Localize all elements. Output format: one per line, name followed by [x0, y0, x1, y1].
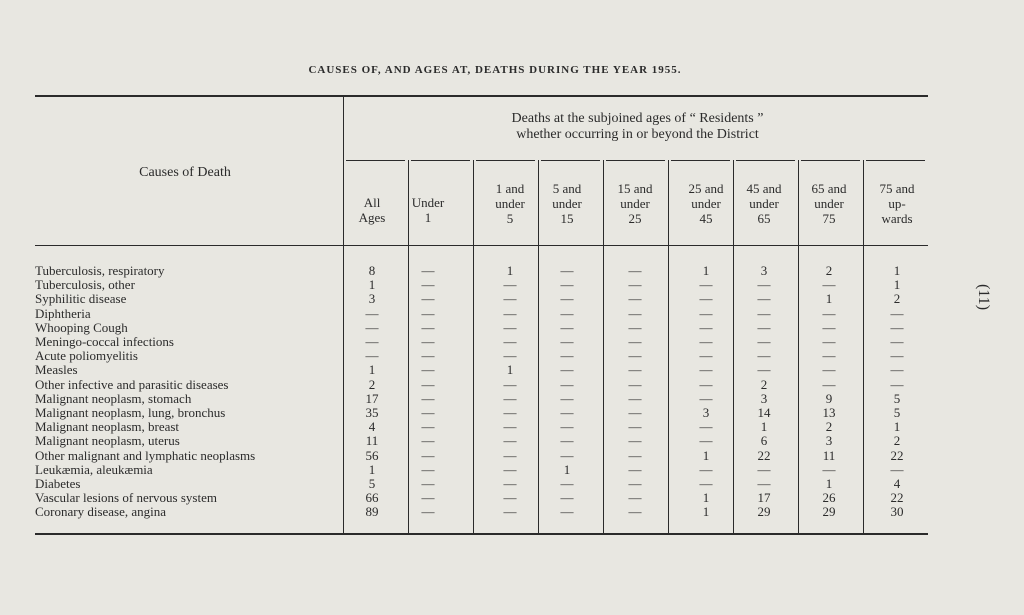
- cell-value: —: [757, 348, 771, 364]
- column-header-line: Under: [411, 195, 445, 210]
- column-header-line: 75 and: [879, 181, 915, 196]
- cell-value: —: [890, 348, 904, 364]
- subheader-rule: [736, 160, 795, 161]
- cause-label: Tuberculosis, other: [35, 277, 135, 293]
- page-number: (11): [975, 283, 993, 311]
- column-header-line: under: [495, 196, 525, 211]
- cell-value: 29: [757, 504, 771, 520]
- subheader-rule: [801, 160, 860, 161]
- subheader-rule: [541, 160, 600, 161]
- cell-value: 17: [757, 490, 771, 506]
- cell-value: 1: [702, 490, 710, 506]
- column-header: [478, 181, 542, 226]
- cause-label: Malignant neoplasm, lung, bronchus: [35, 405, 226, 420]
- cell-value: —: [560, 277, 574, 293]
- cell-value: 6: [760, 433, 768, 449]
- table-row: [0, 292, 1024, 305]
- table-row: [0, 392, 1024, 405]
- cell-value: —: [560, 305, 574, 321]
- cell-value: —: [628, 348, 642, 364]
- column-divider: [668, 160, 669, 533]
- cell-value: —: [699, 305, 713, 321]
- cell-value: 3: [760, 263, 768, 278]
- table-row: [0, 505, 1024, 518]
- cell-value: 1: [702, 504, 710, 520]
- table-row: [0, 434, 1024, 447]
- cause-label: Whooping Cough: [35, 319, 128, 335]
- cause-label: Malignant neoplasm, breast: [35, 419, 180, 435]
- cell-value: —: [421, 504, 435, 520]
- cell-value: —: [503, 390, 517, 406]
- cell-value: —: [503, 319, 517, 335]
- cell-value: 11: [822, 447, 836, 463]
- column-header-line: 5: [506, 211, 514, 226]
- cause-label: Malignant neoplasm, stomach: [35, 390, 192, 406]
- table-row: [0, 264, 1024, 277]
- column-header-line: 5 and: [552, 181, 582, 196]
- cell-value: —: [699, 419, 713, 435]
- cell-value: 1: [368, 362, 376, 378]
- cell-value: 13: [822, 405, 836, 420]
- cause-label: Diphtheria: [35, 305, 91, 321]
- column-divider: [473, 160, 474, 533]
- cell-value: —: [560, 490, 574, 506]
- cell-value: 8: [368, 263, 376, 278]
- column-header-line: 75: [822, 211, 836, 226]
- cell-value: —: [822, 334, 836, 349]
- cell-value: —: [699, 376, 713, 392]
- column-header-line: under: [552, 196, 582, 211]
- subheader-rule: [476, 160, 535, 161]
- cell-value: —: [421, 291, 435, 307]
- cell-value: 1: [506, 362, 514, 378]
- cell-value: —: [890, 334, 904, 349]
- cause-label: Other malignant and lymphatic neoplasms: [35, 447, 256, 463]
- column-header: [674, 181, 738, 226]
- cell-value: —: [890, 319, 904, 335]
- cell-value: —: [628, 277, 642, 293]
- cell-value: 1: [368, 277, 376, 293]
- column-divider: [863, 160, 864, 533]
- column-header-line: 1 and: [495, 181, 525, 196]
- age-group-header-line-1: Deaths at the subjoined ages of “ Residents ”: [511, 111, 764, 126]
- cell-value: 9: [825, 390, 833, 406]
- subheader-rule: [866, 160, 925, 161]
- cell-value: —: [560, 334, 574, 349]
- cell-value: —: [421, 263, 435, 278]
- cell-value: 2: [825, 263, 833, 278]
- cell-value: 1: [702, 263, 710, 278]
- column-divider: [733, 160, 734, 533]
- cell-value: —: [822, 362, 836, 378]
- cell-value: —: [365, 348, 379, 364]
- cell-value: —: [628, 476, 642, 491]
- cell-value: —: [699, 433, 713, 449]
- cell-value: 1: [506, 263, 514, 278]
- cell-value: 1: [702, 447, 710, 463]
- cell-value: —: [560, 263, 574, 278]
- cell-value: 2: [893, 291, 901, 307]
- cell-value: —: [628, 319, 642, 335]
- cell-value: —: [757, 305, 771, 321]
- cell-value: —: [822, 348, 836, 364]
- cell-value: —: [757, 476, 771, 491]
- cell-value: —: [628, 390, 642, 406]
- cell-value: —: [628, 334, 642, 349]
- cell-value: —: [560, 390, 574, 406]
- cell-value: 22: [890, 447, 904, 463]
- cell-value: —: [890, 305, 904, 321]
- cell-value: —: [503, 504, 517, 520]
- cell-value: —: [890, 461, 904, 477]
- cell-value: —: [503, 490, 517, 506]
- cell-value: —: [822, 305, 836, 321]
- column-header-line: 15 and: [617, 181, 653, 196]
- cell-value: —: [628, 376, 642, 392]
- table-bottom-rule: [35, 533, 928, 535]
- table-row: [0, 477, 1024, 490]
- cell-value: —: [628, 291, 642, 307]
- cell-value: 14: [757, 405, 771, 420]
- cell-value: —: [699, 390, 713, 406]
- causes-header: Causes of Death: [139, 165, 231, 180]
- cell-value: 1: [825, 291, 833, 307]
- cell-value: —: [421, 376, 435, 392]
- page-title: CAUSES OF, AND AGES AT, DEATHS DURING THE YEAR 1955.: [308, 64, 682, 76]
- cell-value: —: [503, 433, 517, 449]
- cell-value: 5: [893, 390, 901, 406]
- column-header-line: 65: [757, 211, 771, 226]
- cell-value: —: [628, 461, 642, 477]
- cell-value: —: [757, 277, 771, 293]
- subheader-rule: [606, 160, 665, 161]
- cell-value: 26: [822, 490, 836, 506]
- column-divider: [798, 160, 799, 533]
- cause-label: Vascular lesions of nervous system: [35, 490, 217, 506]
- column-header-line: up-: [888, 196, 906, 211]
- cell-value: —: [421, 447, 435, 463]
- cell-value: —: [421, 362, 435, 378]
- column-header-line: 65 and: [811, 181, 847, 196]
- cell-value: —: [699, 476, 713, 491]
- cell-value: 1: [893, 263, 901, 278]
- cell-value: —: [890, 376, 904, 392]
- cell-value: —: [628, 490, 642, 506]
- table-row: [0, 491, 1024, 504]
- cell-value: —: [699, 334, 713, 349]
- column-header-line: under: [749, 196, 779, 211]
- cell-value: —: [560, 291, 574, 307]
- cell-value: —: [628, 263, 642, 278]
- cell-value: —: [699, 319, 713, 335]
- column-header-line: 45: [699, 211, 713, 226]
- cell-value: —: [503, 376, 517, 392]
- age-group-header: [345, 111, 930, 143]
- cell-value: —: [365, 319, 379, 335]
- cell-value: 3: [825, 433, 833, 449]
- cell-value: —: [757, 362, 771, 378]
- cell-value: —: [890, 362, 904, 378]
- cell-value: —: [421, 348, 435, 364]
- cell-value: —: [421, 305, 435, 321]
- cause-label: Syphilitic disease: [35, 291, 127, 307]
- cell-value: —: [699, 291, 713, 307]
- cell-value: —: [757, 334, 771, 349]
- table-row: [0, 335, 1024, 348]
- cell-value: —: [503, 348, 517, 364]
- cell-value: 1: [368, 461, 376, 477]
- cause-label: Leukæmia, aleukæmia: [35, 461, 153, 477]
- cell-value: —: [503, 305, 517, 321]
- column-header: [396, 195, 460, 225]
- cell-value: —: [560, 405, 574, 420]
- cause-label: Meningo-coccal infections: [35, 334, 174, 349]
- cell-value: —: [560, 419, 574, 435]
- column-header-line: 25 and: [688, 181, 724, 196]
- cell-value: —: [757, 319, 771, 335]
- column-divider: [603, 160, 604, 533]
- cell-value: —: [560, 447, 574, 463]
- cell-value: 29: [822, 504, 836, 520]
- column-divider: [343, 97, 344, 533]
- table-row: [0, 463, 1024, 476]
- cell-value: —: [757, 291, 771, 307]
- cell-value: 22: [757, 447, 771, 463]
- column-header-line: 25: [628, 211, 642, 226]
- cell-value: —: [699, 277, 713, 293]
- cell-value: —: [560, 319, 574, 335]
- column-header: [535, 181, 599, 226]
- subheader-rule: [346, 160, 405, 161]
- table-row: [0, 449, 1024, 462]
- cell-value: 1: [825, 476, 833, 491]
- cell-value: 4: [893, 476, 901, 491]
- column-header-line: Ages: [358, 210, 386, 225]
- cell-value: 5: [893, 405, 901, 420]
- cell-value: 66: [365, 490, 379, 506]
- cell-value: 56: [365, 447, 379, 463]
- column-header-line: under: [691, 196, 721, 211]
- cell-value: —: [628, 305, 642, 321]
- cause-label: Tuberculosis, respiratory: [35, 263, 165, 278]
- cell-value: —: [560, 504, 574, 520]
- cell-value: 3: [368, 291, 376, 307]
- table-top-rule: [35, 95, 928, 97]
- table-row: [0, 378, 1024, 391]
- subheader-rule: [411, 160, 470, 161]
- table-row: [0, 363, 1024, 376]
- table-row: [0, 420, 1024, 433]
- cell-value: —: [757, 461, 771, 477]
- column-header-line: wards: [881, 211, 913, 226]
- age-group-header-line-2: whether occurring in or beyond the District: [516, 127, 759, 142]
- table-row: [0, 349, 1024, 362]
- cell-value: —: [560, 476, 574, 491]
- cause-label: Other infective and parasitic diseases: [35, 376, 229, 392]
- cell-value: 1: [760, 419, 768, 435]
- cell-value: 3: [702, 405, 710, 420]
- cell-value: 2: [368, 376, 376, 392]
- cell-value: 30: [890, 504, 904, 520]
- cell-value: —: [421, 319, 435, 335]
- cell-value: —: [503, 419, 517, 435]
- cell-value: —: [503, 447, 517, 463]
- cell-value: 17: [365, 390, 379, 406]
- cause-label: Measles: [35, 362, 78, 378]
- cell-value: —: [365, 305, 379, 321]
- cell-value: 1: [893, 419, 901, 435]
- cell-value: —: [699, 348, 713, 364]
- column-header: [603, 181, 667, 226]
- cell-value: —: [421, 277, 435, 293]
- cell-value: 5: [368, 476, 376, 491]
- cell-value: 22: [890, 490, 904, 506]
- column-header: [865, 181, 929, 226]
- cell-value: —: [421, 419, 435, 435]
- cell-value: —: [628, 504, 642, 520]
- cell-value: —: [421, 490, 435, 506]
- cell-value: 2: [825, 419, 833, 435]
- cell-value: —: [421, 390, 435, 406]
- subheader-rule: [671, 160, 730, 161]
- cell-value: —: [628, 433, 642, 449]
- column-header-line: under: [814, 196, 844, 211]
- cell-value: —: [560, 433, 574, 449]
- table-row: [0, 307, 1024, 320]
- cell-value: —: [503, 405, 517, 420]
- cause-label: Coronary disease, angina: [35, 504, 167, 520]
- cell-value: —: [628, 447, 642, 463]
- column-header-line: 45 and: [746, 181, 782, 196]
- cell-value: —: [421, 405, 435, 420]
- column-divider: [408, 160, 409, 533]
- cell-value: —: [822, 277, 836, 293]
- cell-value: —: [560, 348, 574, 364]
- cell-value: —: [421, 334, 435, 349]
- cell-value: —: [421, 461, 435, 477]
- cell-value: —: [560, 362, 574, 378]
- column-header: [340, 195, 404, 225]
- cell-value: —: [503, 334, 517, 349]
- cell-value: —: [560, 376, 574, 392]
- cell-value: 89: [365, 504, 379, 520]
- table-row: [0, 406, 1024, 419]
- cell-value: 2: [893, 433, 901, 449]
- cell-value: 1: [563, 461, 571, 477]
- column-header-line: All: [363, 195, 381, 210]
- cell-value: —: [503, 277, 517, 293]
- column-header: [797, 181, 861, 226]
- cell-value: 11: [365, 433, 379, 449]
- cell-value: —: [822, 319, 836, 335]
- column-header-line: under: [620, 196, 650, 211]
- cell-value: —: [822, 376, 836, 392]
- header-bottom-rule: [35, 245, 928, 246]
- cell-value: —: [503, 476, 517, 491]
- cell-value: —: [365, 334, 379, 349]
- cause-label: Diabetes: [35, 476, 81, 491]
- cell-value: —: [699, 362, 713, 378]
- cause-label: Acute poliomyelitis: [35, 348, 138, 364]
- cell-value: —: [628, 419, 642, 435]
- column-divider: [538, 160, 539, 533]
- cell-value: 2: [760, 376, 768, 392]
- cell-value: 4: [368, 419, 376, 435]
- cause-label: Malignant neoplasm, uterus: [35, 433, 180, 449]
- table-row: [0, 321, 1024, 334]
- column-header: [732, 181, 796, 226]
- cell-value: —: [421, 433, 435, 449]
- cell-value: 3: [760, 390, 768, 406]
- cell-value: 35: [365, 405, 379, 420]
- cell-value: —: [628, 362, 642, 378]
- cell-value: —: [822, 461, 836, 477]
- cell-value: 1: [893, 277, 901, 293]
- cell-value: —: [503, 461, 517, 477]
- cell-value: —: [421, 476, 435, 491]
- cell-value: —: [628, 405, 642, 420]
- cell-value: —: [503, 291, 517, 307]
- column-header-line: 1: [424, 210, 432, 225]
- cell-value: —: [699, 461, 713, 477]
- column-header-line: 15: [560, 211, 574, 226]
- table-row: [0, 278, 1024, 291]
